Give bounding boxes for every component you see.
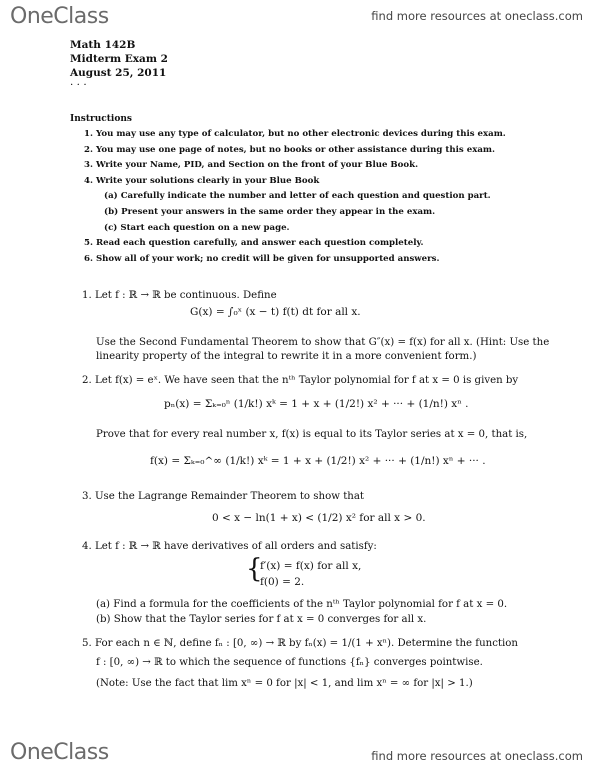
find-resources-link[interactable]: find more resources at oneclass.com (371, 9, 583, 23)
problem-2-equation-1: pₙ(x) = Σₖ₌₀ⁿ (1/k!) xᵏ = 1 + x + (1/2!) x² + ··· + (1/n!) xⁿ . (164, 398, 469, 410)
problem-2-text: Prove that for every real number x, f(x) is equal to its Taylor series at x = 0, that is, (96, 429, 528, 440)
oneclass-logo[interactable]: OneClass (10, 4, 109, 29)
problem-3-equation: 0 < x − ln(1 + x) < (1/2) x² for all x > 0. (212, 512, 426, 524)
problem-4-part-a: (a) Find a formula for the coefficients of the nᵗʰ Taylor polynomial for f at x = 0. (96, 599, 508, 610)
problem-4-system-line-1: f′(x) = f(x) for all x, (260, 560, 362, 572)
find-resources-link-footer[interactable]: find more resources at oneclass.com (371, 749, 583, 763)
exam-date: August 25, 2011 (70, 67, 167, 79)
instructions-title: Instructions (70, 114, 132, 124)
instruction-item: 6. Show all of your work; no credit will be given for unsupported answers. (84, 253, 440, 264)
problem-2-lead: 2. Let f(x) = eˣ. We have seen that the nᵗʰ Taylor polynomial for f at x = 0 is given by (82, 375, 519, 386)
problem-5-text: f : [0, ∞) → ℝ to which the sequence of functions {fₙ} converges pointwise. (96, 657, 483, 668)
problem-4-lead: 4. Let f : ℝ → ℝ have derivatives of all orders and satisfy: (82, 541, 377, 552)
problem-4-part-b: (b) Show that the Taylor series for f at x = 0 converges for all x. (96, 614, 427, 625)
problem-4-brace: { (246, 554, 263, 584)
problem-1-equation: G(x) = ∫₀ˣ (x − t) f(t) dt for all x. (190, 306, 361, 318)
instruction-subitem: (c) Start each question on a new page. (104, 222, 290, 233)
oneclass-logo-footer[interactable]: OneClass (10, 740, 109, 765)
problem-5-note: (Note: Use the fact that lim xⁿ = 0 for |x| < 1, and lim xⁿ = ∞ for |x| > 1.) (96, 678, 473, 689)
problem-3-lead: 3. Use the Lagrange Remainder Theorem to show that (82, 491, 365, 502)
instruction-item: 5. Read each question carefully, and answer each question completely. (84, 238, 424, 249)
problem-4-system-line-2: f(0) = 2. (260, 576, 305, 588)
instruction-subitem: (b) Present your answers in the same order they appear in the exam. (104, 206, 436, 217)
problem-1-lead: 1. Let f : ℝ → ℝ be continuous. Define (82, 290, 277, 301)
instruction-item: 1. You may use any type of calculator, but no other electronic devices during this exam. (84, 129, 506, 139)
header-dots: · · · (70, 79, 87, 91)
problem-2-equation-2: f(x) = Σₖ₌₀^∞ (1/k!) xᵏ = 1 + x + (1/2!) x² + ··· + (1/n!) xⁿ + ··· . (150, 455, 486, 467)
exam-title: Midterm Exam 2 (70, 53, 168, 65)
instruction-subitem: (a) Carefully indicate the number and letter of each question and question part. (104, 191, 491, 202)
instruction-item: 2. You may use one page of notes, but no books or other assistance during this exam. (84, 144, 495, 155)
instructions-list (84, 127, 564, 267)
problem-5-lead: 5. For each n ∈ ℕ, define fₙ : [0, ∞) → ℝ by fₙ(x) = 1/(1 + xⁿ). Determine the function (82, 638, 518, 649)
instruction-item: 4. Write your solutions clearly in your Blue Book (84, 175, 320, 186)
course-title: Math 142B (70, 39, 136, 51)
problem-1-text: Use the Second Fundamental Theorem to show that G″(x) = f(x) for all x. (Hint: Use the linearity property of the integral to rewrite it in a more convenient form.) (96, 337, 550, 362)
instruction-item: 3. Write your Name, PID, and Section on the front of your Blue Book. (84, 160, 419, 171)
